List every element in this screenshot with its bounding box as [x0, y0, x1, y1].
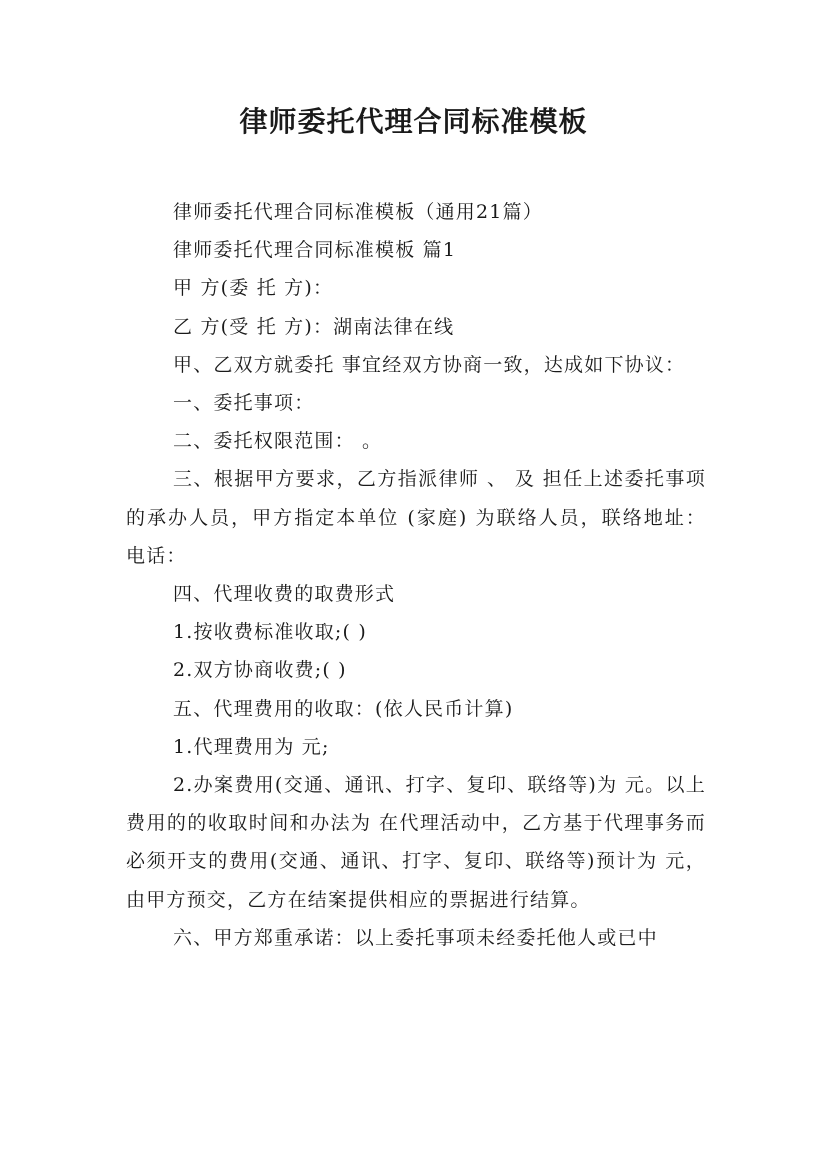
paragraph-clause-3: 三、根据甲方要求，乙方指派律师 、 及 担任上述委托事项的承办人员，甲方指定本单位 (家庭) 为联络人员，联络地址： 电话：: [126, 468, 706, 567]
paragraph-party-a: 甲 方(委 托 方)：: [173, 277, 334, 300]
paragraph-clause-4: 四、代理收费的取费形式: [173, 583, 396, 606]
paragraph-clause-4-item-1: 1.按收费标准收取;( ): [173, 621, 367, 644]
paragraph-clause-1: 一、委托事项：: [173, 392, 315, 415]
paragraph-clause-2: 二、委托权限范围： 。: [173, 430, 383, 453]
document-body: [126, 193, 706, 957]
paragraph-agreement-intro: 甲、乙双方就委托 事宜经双方协商一致，达成如下协议：: [173, 353, 686, 376]
paragraph-party-b: 乙 方(受 托 方)：湖南法律在线: [173, 315, 455, 338]
paragraph-clause-5: 五、代理费用的收取：(依人民币计算): [173, 697, 514, 720]
paragraph-clause-5-item-2: 2.办案费用(交通、通讯、打字、复印、联络等)为 元。以上费用的的收取时间和办法为 在代理活动中，乙方基于代理事务而必须开支的费用(交通、通讯、打字、复印、联络等)预计为 元，由甲方预交，乙方在结案提供相应的票据进行结算。: [126, 774, 706, 911]
document-title: 律师委托代理合同标准模板: [239, 105, 588, 138]
paragraph-subtitle: 律师委托代理合同标准模板（通用21篇）: [173, 201, 543, 223]
paragraph-clause-5-item-1: 1.代理费用为 元;: [173, 735, 330, 758]
paragraph-clause-4-item-2: 2.双方协商收费;( ): [173, 659, 347, 682]
paragraph-section-heading: 律师委托代理合同标准模板 篇1: [173, 239, 457, 262]
paragraph-clause-6: 六、甲方郑重承诺：以上委托事项未经委托他人或已中: [173, 926, 658, 949]
